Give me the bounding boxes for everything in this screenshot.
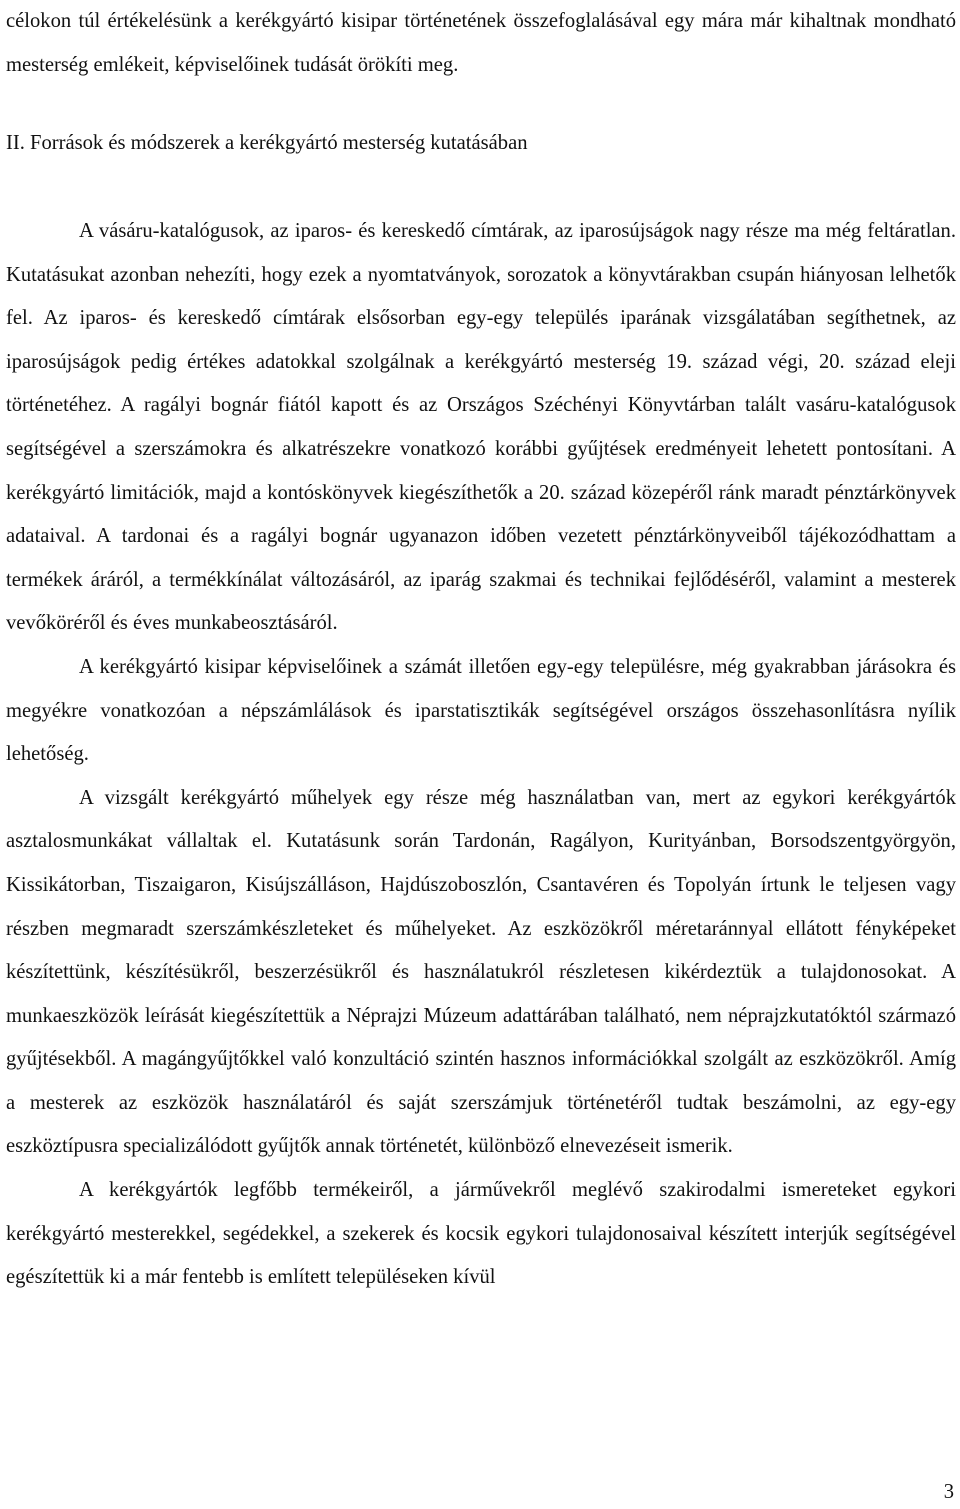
- section-heading: II. Források és módszerek a kerékgyártó mesterség kutatásában: [6, 132, 528, 154]
- paragraph-statistics: A kerékgyártó kisipar képviselőinek a számát illetően egy-egy településre, még gyakrabban járásokra és megyékre vonatkozóan a népszámlálások és iparstatisztikák segítségével országos összehasonlításra nyílik lehetőség.: [6, 655, 956, 766]
- paragraph-products: A kerékgyártók legfőbb termékeiről, a járművekről meglévő szakirodalmi ismereteket egykori kerékgyártó mesterekkel, segédekkel, a szekerek és kocsik egykori tulajdonosaival készített interjúk segítségével egészítettük ki a már fentebb is említett településeken kívül: [6, 1179, 956, 1289]
- paragraph-workshops: A vizsgált kerékgyártó műhelyek egy része még használatban van, mert az egykori kerékgyártók asztalosmunkákat vállaltak el. Kutatásunk során Tardonán, Ragályon, Kurityánban, Borsodszentgyörgyön, Kissikátorban, Tiszaigaron, Kisújszálláson, Hajdúszoboszlón, Csantavéren és Topolyán írtunk le teljesen vagy részben megmaradt szerszámkészleteket és műhelyeket. Az eszközökről méretaránnyal ellátott fényképeket készítettünk, készítésükről, beszerzésükről és használatukról részletesen kikérdeztük a tulajdonosokat. A munkaeszközök leírását kiegészítettük a Néprajzi Múzeum adattárában található, nem néprajzkutatóktól származó gyűjtésekből. A magángyűjtőkkel való konzultáció szintén hasznos információkkal szolgált az eszközökről. Amíg a mesterek az eszközök használatáról és saját szerszámjuk történetéről tudtak beszámolni, az egy-egy eszköztípusra specializálódott gyűjtők annak történetét, különböző elnevezéseit ismerik.: [6, 786, 956, 1158]
- page-number: 3: [943, 1481, 954, 1503]
- body-text: [6, 210, 956, 1300]
- intro-paragraph: célokon túl értékelésünk a kerékgyártó kisipar történetének összefoglalásával egy mára már kihaltnak mondható mesterség emlékeit, képviselőinek tudását örökíti meg.: [6, 10, 956, 76]
- paragraph-sources: A vásáru-katalógusok, az iparos- és kereskedő címtárak, az iparosújságok nagy része ma még feltáratlan. Kutatásukat azonban nehezíti, hogy ezek a nyomtatványok, sorozatok a könyvtárakban csupán hiányosan lelhetők fel. Az iparos- és kereskedő címtárak elsősorban egy-egy település iparának vizsgálatában segíthetnek, az iparosújságok pedig értékes adatokkal szolgálnak a kerékgyártó mesterség 19. század végi, 20. század eleji történetéhez. A ragályi bognár fiától kapott és az Országos Széchényi Könyvtárban talált vasáru-katalógusok segítségével a szerszámokra és alkatrészekre vonatkozó korábbi gyűjtések eredményeit lehetett pontosítani. A kerékgyártó limitációk, majd a kontóskönyvek kiegészíthetők a 20. század közepéről ránk maradt pénztárkönyvek adataival. A tardonai és a ragályi bognár ugyanazon időben vezetett pénztárkönyveiből tájékozódhattam a termékek áráról, a termékkínálat változásáról, az iparág szakmai és technikai fejlődéséről, valamint a mesterek vevőköréről és éves munkabeosztásáról.: [6, 220, 956, 635]
